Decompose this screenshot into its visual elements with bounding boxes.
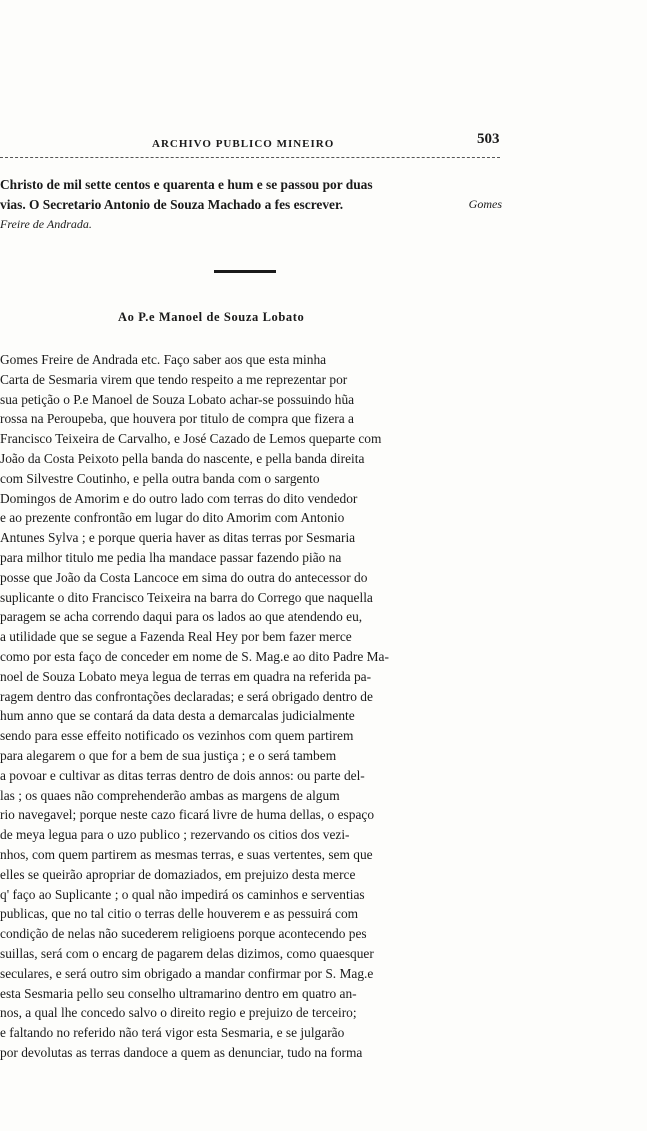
running-head: ARCHIVO PUBLICO MINEIRO	[152, 138, 335, 150]
body-line: sendo para esse effeito notificado os vezinhos com quem partirem	[0, 728, 354, 744]
body-line: de meya legua para o uzo publico ; rezervando os citios dos vezi-	[0, 827, 350, 843]
body-line: las ; os quaes não comprehenderão ambas as margens de algum	[0, 787, 340, 803]
page-header	[0, 128, 520, 158]
body-line: Gomes Freire de Andrada etc. Faço saber aos que esta minha	[0, 352, 327, 367]
body-line: paragem se acha correndo daqui para os lados ao que atendendo eu,	[0, 609, 363, 625]
body-line: nos, a qual lhe concedo salvo o direito regio e prejuizo de terceiro;	[0, 1005, 357, 1021]
body-line: ragem dentro das confrontações declaradas; e será obrigado dentro de	[0, 688, 373, 704]
page-number: 503	[477, 131, 500, 147]
body-line: Antunes Sylva ; e porque queria haver as ditas terras por Sesmaria	[0, 530, 356, 546]
body-line: suplicante o dito Francisco Teixeira na barra do Corrego que naquella	[0, 589, 373, 605]
intro-signature-cont: Freire de Andrada.	[0, 216, 92, 231]
body-line: condição de nelas não sucederem religioens porque acontecendo pes	[0, 926, 367, 942]
body-line: para milhor titulo me pedia lha mandace passar fazendo pião na	[0, 549, 342, 565]
body-line: nhos, com quem partirem as mesmas terras, e suas vertentes, sem que	[0, 846, 373, 862]
body-line: rio navegavel; porque neste cazo ficará livre de huma dellas, o espaço	[0, 807, 375, 823]
section-title: Ao P.e Manoel de Souza Lobato	[118, 310, 305, 324]
body-line: João da Costa Peixoto pella banda do nascente, e pella banda direita	[0, 450, 365, 466]
body-line: q' faço ao Suplicante ; o qual não impedirá os caminhos e serventias	[0, 886, 365, 902]
body-line: sua petição o P.e Manoel de Souza Lobato achar-se possuindo hũa	[0, 391, 355, 407]
body-line: Francisco Teixeira de Carvalho, e José Cazado de Lemos queparte com	[0, 431, 382, 447]
body-line: a utilidade que se segue a Fazenda Real Hey por bem fazer merce	[0, 629, 352, 645]
body-line: e faltando no referido não terá vigor esta Sesmaria, e se julgarão	[0, 1025, 345, 1041]
body-line: hum anno que se contará da data desta a demarcalas judicialmente	[0, 708, 355, 724]
body-line: publicas, que no tal citio o terras delle houverem e as pessuirá com	[0, 906, 359, 922]
body-line: como por esta faço de conceder em nome de S. Mag.e ao dito Padre Ma-	[0, 648, 389, 664]
body-line: noel de Souza Lobato meya legua de terras em quadra na referida pa-	[0, 668, 372, 684]
body-line: com Silvestre Coutinho, e pella outra banda com o sargento	[0, 470, 320, 486]
body-line: a povoar e cultivar as ditas terras dentro de dois annos: ou parte del-	[0, 767, 365, 783]
intro-line	[0, 195, 502, 215]
body-line: por devolutas as terras dandoce a quem as denunciar, tudo na forma	[0, 1044, 363, 1060]
intro-signature: Gomes	[468, 196, 502, 211]
body-line: suillas, será com o encarg de pagarem delas dizimos, como quaesquer	[0, 945, 374, 961]
body-line: Carta de Sesmaria virem que tendo respeito a me reprezentar por	[0, 371, 348, 387]
body-line: rossa na Peroupeba, que houvera por titulo de compra que fizera a	[0, 411, 354, 427]
section-rule	[214, 270, 276, 273]
body-paragraph	[0, 350, 502, 1063]
body-line: elles se queirão apropriar de domaziados, em prejuizo desta merce	[0, 866, 356, 882]
body-line: esta Sesmaria pello seu conselho ultramarino dentro em quatro an-	[0, 985, 357, 1001]
body-line: e ao prezente confrontão em lugar do dito Amorim com Antonio	[0, 510, 345, 526]
intro-line: Christo de mil sette centos e quarenta e hum e se passou por duas	[0, 177, 373, 192]
intro-paragraph	[0, 175, 502, 234]
header-rule	[0, 157, 500, 158]
body-line: para alegarem o que for a bem de sua justiça ; e o será tambem	[0, 747, 337, 763]
intro-line-text: vias. O Secretario Antonio de Souza Machado a fes escrever.	[0, 196, 344, 212]
body-line: posse que João da Costa Lancoce em sima do outra do antecessor do	[0, 569, 368, 585]
body-line: Domingos de Amorim e do outro lado com terras do dito vendedor	[0, 490, 358, 506]
body-line: seculares, e será outro sim obrigado a mandar confirmar por S. Mag.e	[0, 965, 374, 981]
